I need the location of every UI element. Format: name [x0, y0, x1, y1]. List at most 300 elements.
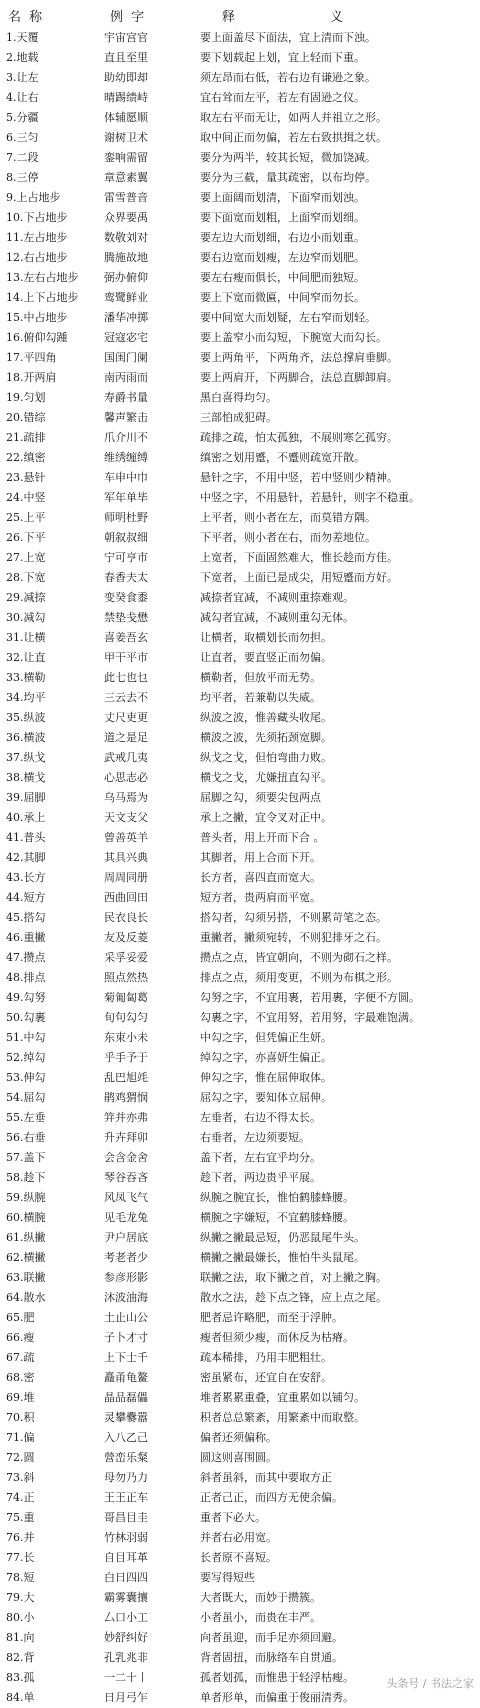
table-row [0, 1688, 480, 1708]
row-explanation: 横戈之戈，尤嫌扭直勾平。 [200, 771, 332, 784]
row-example: 谢树卫术 [104, 131, 148, 144]
row-explanation: 普头者，用上开而下合 。 [200, 831, 325, 844]
row-example: 三云去不 [104, 691, 148, 704]
table-row [0, 688, 480, 708]
table-row [0, 1248, 480, 1268]
row-example: 寿爵书量 [104, 391, 148, 404]
table-row [0, 408, 480, 428]
row-example: 晴踢绩峙 [104, 91, 148, 104]
row-example: 一二十丨 [104, 1671, 148, 1684]
row-example: 弼办俯仰 [104, 271, 148, 284]
row-name: 43.长方 [6, 871, 46, 884]
row-example: 此七也乜 [104, 671, 148, 684]
row-explanation: 短方者，贵两肩而平宽。 [200, 891, 321, 904]
row-name: 71.偏 [6, 1431, 35, 1444]
row-explanation: 长者原不喜短。 [200, 1551, 277, 1564]
row-example: 爪介川不 [104, 431, 148, 444]
row-explanation: 积者总总繁紊，用繁紊中而取整。 [200, 1411, 365, 1424]
row-example: 旬句勾匀 [104, 1011, 148, 1024]
row-explanation: 横波之波，先须拓颈宽脚。 [200, 731, 332, 744]
row-name: 47.攒点 [6, 951, 46, 964]
row-name: 79.大 [6, 1591, 35, 1604]
table-row [0, 1088, 480, 1108]
row-name: 34.均平 [6, 691, 46, 704]
row-example: 營峦乐粲 [104, 1451, 148, 1464]
row-example: 沐波油海 [104, 1291, 148, 1304]
table-row [0, 888, 480, 908]
row-example: 竹林羽弱 [104, 1531, 148, 1544]
table-row [0, 588, 480, 608]
row-name: 52.绰勾 [6, 1051, 46, 1064]
row-example: 民衣良长 [104, 911, 148, 924]
table-row [0, 1068, 480, 1088]
row-name: 40.承上 [6, 811, 46, 824]
table-row [0, 1008, 480, 1028]
row-name: 48.排点 [6, 971, 46, 984]
row-explanation: 减捺者宜减，不减则重捺难观。 [200, 591, 354, 604]
table-row [0, 268, 480, 288]
table-row [0, 1448, 480, 1468]
table-row [0, 388, 480, 408]
row-name: 78.短 [6, 1571, 35, 1584]
table-row [0, 948, 480, 968]
row-explanation: 孤者划孤，而惟患于轻浮枯瘦。 [200, 1671, 354, 1684]
table-row [0, 728, 480, 748]
row-explanation: 勾努之字，不宜用裹，若用裹，字便不方圆。 [200, 991, 420, 1004]
row-name: 46.重撇 [6, 931, 46, 944]
row-explanation: 要下划载起上划，宜上轻而下重。 [200, 51, 365, 64]
table-row [0, 1408, 480, 1428]
row-explanation: 其脚者，用上合而下开。 [200, 851, 321, 864]
row-name: 82.背 [6, 1651, 35, 1664]
watermark: 头条号 / 书法之家 [386, 1677, 474, 1690]
row-explanation: 要下面宽而划粗，上面窄而划细。 [200, 211, 365, 224]
row-name: 75.重 [6, 1511, 35, 1524]
row-example: 乱巴旭竓 [104, 1071, 148, 1084]
table-row [0, 448, 480, 468]
row-name: 20.错综 [6, 411, 46, 424]
table-header [0, 0, 480, 28]
table-row [0, 668, 480, 688]
table-row [0, 1468, 480, 1488]
table-row [0, 228, 480, 248]
row-example: 鸾鹭鲜业 [104, 291, 148, 304]
table-row [0, 628, 480, 648]
row-name: 56.右垂 [6, 1131, 46, 1144]
row-name: 81.向 [6, 1631, 35, 1644]
table-row [0, 308, 480, 328]
table-row [0, 608, 480, 628]
row-example: 西曲回田 [104, 891, 148, 904]
row-example: 妙舒纠好 [104, 1631, 148, 1644]
row-explanation: 正者己正，而四方无使余偏。 [200, 1491, 343, 1504]
row-example: 周周同册 [104, 871, 148, 884]
row-explanation: 要上面阔而划清，下面窄而划浊。 [200, 191, 365, 204]
row-name: 14.上下占地步 [6, 291, 79, 304]
row-name: 6.三匀 [6, 131, 39, 144]
row-explanation: 屈勾之字，要知体立屈伸。 [200, 1091, 332, 1104]
table-row [0, 488, 480, 508]
row-name: 8.三停 [6, 171, 39, 184]
row-name: 62.横撇 [6, 1251, 46, 1264]
row-name: 7.二段 [6, 151, 39, 164]
table-row [0, 1508, 480, 1528]
row-name: 58.趁下 [6, 1171, 46, 1184]
row-explanation: 重者下必大。 [200, 1511, 266, 1524]
table-row [0, 428, 480, 448]
row-example: 孔乳兆非 [104, 1651, 148, 1664]
row-name: 16.俯仰勾踵 [6, 331, 68, 344]
row-explanation: 趁下者，两边贵乎平展。 [200, 1171, 321, 1184]
table-row [0, 68, 480, 88]
row-name: 2.地载 [6, 51, 39, 64]
row-name: 13.左右占地步 [6, 271, 79, 284]
row-name: 3.让左 [6, 71, 39, 84]
row-name: 76.并 [6, 1531, 35, 1544]
table-row [0, 48, 480, 68]
row-example: 哥昌目圭 [104, 1511, 148, 1524]
table-row [0, 1328, 480, 1348]
row-name: 41.普头 [6, 831, 46, 844]
row-example: 銮响需留 [104, 151, 148, 164]
row-explanation: 让直者，要直竖正而勿偏。 [200, 651, 332, 664]
row-explanation: 排点之点，须用变更，不则为布棋之形。 [200, 971, 398, 984]
header-explain-2: 义 [330, 10, 346, 25]
row-name: 80.小 [6, 1611, 35, 1624]
row-name: 59.纵腕 [6, 1191, 46, 1204]
table-row [0, 1608, 480, 1628]
row-name: 19.匀划 [6, 391, 46, 404]
row-example: 朝叙叔细 [104, 531, 148, 544]
row-name: 83.孤 [6, 1671, 35, 1684]
row-explanation: 联撇之法，取下撇之首，对上撇之胸。 [200, 1271, 387, 1284]
row-name: 33.横勒 [6, 671, 46, 684]
row-name: 53.伸勾 [6, 1071, 46, 1084]
table-row [0, 1388, 480, 1408]
table-row [0, 148, 480, 168]
row-example: 心思志必 [104, 771, 148, 784]
row-name: 70.积 [6, 1411, 35, 1424]
row-explanation: 横勒者，但放平而无势。 [200, 671, 321, 684]
table-row [0, 128, 480, 148]
row-explanation: 缜密之划用蹙，不蹙则疏宽开散。 [200, 451, 365, 464]
row-example: 白日四四 [104, 1571, 148, 1584]
row-name: 32.让直 [6, 651, 46, 664]
table-row [0, 1148, 480, 1168]
row-name: 63.联撇 [6, 1271, 46, 1284]
row-example: 灵攀爨嚣 [104, 1411, 148, 1424]
row-explanation: 要上两肩开，下两脚合，法总直脚卸肩。 [200, 371, 398, 384]
row-name: 36.横波 [6, 731, 46, 744]
row-explanation: 散水之法，趁下点之锋，应上点之尾。 [200, 1291, 387, 1304]
table-row [0, 988, 480, 1008]
row-explanation: 上平者，则小者在左，而莫错方隅。 [200, 511, 376, 524]
row-explanation: 上宽者，下面固然难大，惟长趁而方佳。 [200, 551, 398, 564]
row-explanation: 小者虽小，而贵在丰严。 [200, 1611, 321, 1624]
row-example: 鹃鸡猬悯 [104, 1091, 148, 1104]
row-example: 丈尺吏更 [104, 711, 148, 724]
row-explanation: 左垂者，右边不得太长。 [200, 1111, 321, 1124]
table-row [0, 828, 480, 848]
row-name: 65.肥 [6, 1311, 35, 1324]
row-explanation: 单者形单，而偏重于俊丽清秀。 [200, 1691, 354, 1704]
row-name: 18.开两肩 [6, 371, 57, 384]
table-row [0, 1028, 480, 1048]
row-name: 27.上宽 [6, 551, 46, 564]
row-name: 67.疏 [6, 1351, 35, 1364]
row-explanation: 要中间宽大而划疑，左右窄而划轻。 [200, 311, 376, 324]
row-example: 母勿乃力 [104, 1471, 148, 1484]
row-explanation: 悬针之字，不用中竖，若中竖则少精神。 [200, 471, 398, 484]
table-row [0, 708, 480, 728]
table-row [0, 1548, 480, 1568]
table-row [0, 908, 480, 928]
row-example: 见毛龙兔 [104, 1211, 148, 1224]
row-example: 友及反菱 [104, 931, 148, 944]
row-name: 1.天覆 [6, 31, 39, 44]
row-name: 51.中勾 [6, 1031, 46, 1044]
row-explanation: 疏排之疏，怕太孤独，不展则寒乞孤穷。 [200, 431, 398, 444]
row-name: 35.纵波 [6, 711, 46, 724]
header-name: 名 称 [8, 10, 45, 25]
row-name: 54.屈勾 [6, 1091, 46, 1104]
row-example: 国闺门阑 [104, 351, 148, 364]
row-explanation: 屈脚之勾，须要尖包两点 [200, 791, 321, 804]
row-example: 日月弓乍 [104, 1691, 148, 1704]
row-name: 23.悬针 [6, 471, 46, 484]
row-example: 上下士千 [104, 1351, 148, 1364]
row-example: 土止山公 [104, 1311, 148, 1324]
table-row [0, 1628, 480, 1648]
table-row [0, 368, 480, 388]
row-explanation: 右垂者，左边须要短。 [200, 1131, 310, 1144]
table-row [0, 1588, 480, 1608]
row-example: 东束小未 [104, 1031, 148, 1044]
row-example: 自目耳革 [104, 1551, 148, 1564]
table-row [0, 1568, 480, 1588]
table-row [0, 1108, 480, 1128]
row-example: 军年单毕 [104, 491, 148, 504]
row-example: 南丙雨而 [104, 371, 148, 384]
table-body [0, 28, 480, 1708]
table-row [0, 848, 480, 868]
row-name: 25.上平 [6, 511, 46, 524]
row-explanation: 搭勾者，勾须另搭，不则累苛笔之态。 [200, 911, 387, 924]
row-name: 17.平四角 [6, 351, 57, 364]
table-row [0, 1128, 480, 1148]
row-name: 22.缜密 [6, 451, 46, 464]
row-example: 乎手予于 [104, 1051, 148, 1064]
table-row [0, 468, 480, 488]
row-example: 车申中巾 [104, 471, 148, 484]
table-row [0, 868, 480, 888]
row-example: 霸雾囊攘 [104, 1591, 148, 1604]
table-row [0, 1188, 480, 1208]
row-name: 39.屈脚 [6, 791, 46, 804]
row-explanation: 肥者忌许略肥，而至于浮肿。 [200, 1311, 343, 1324]
header-explain-1: 释 [222, 10, 238, 25]
row-example: 直且至里 [104, 51, 148, 64]
row-explanation: 要上下宽而微匾，中间窄而勿长。 [200, 291, 365, 304]
row-explanation: 纵腕之腕宜长，惟怕鹤膝蜂腰。 [200, 1191, 354, 1204]
row-name: 15.中占地步 [6, 311, 68, 324]
row-example: 众界要禹 [104, 211, 148, 224]
row-name: 69.堆 [6, 1391, 35, 1404]
row-explanation: 密虽紧布，还宜自在安舒。 [200, 1371, 332, 1384]
row-explanation: 背者固扭，而脉络车自贯通。 [200, 1651, 343, 1664]
table-row [0, 348, 480, 368]
table-row [0, 1528, 480, 1548]
row-name: 24.中竖 [6, 491, 46, 504]
row-example: 琴谷吞吝 [104, 1171, 148, 1184]
table-row [0, 748, 480, 768]
table-row [0, 508, 480, 528]
row-name: 38.横戈 [6, 771, 46, 784]
row-example: 腾施故地 [104, 251, 148, 264]
table-row [0, 1048, 480, 1068]
row-example: 参彦形影 [104, 1271, 148, 1284]
row-name: 55.左垂 [6, 1111, 46, 1124]
row-explanation: 绰勾之字，亦喜妍生偏正。 [200, 1051, 332, 1064]
row-example: 笄并亦弗 [104, 1111, 148, 1124]
row-explanation: 要上两角平，下两角齐，法总撑肩垂脚。 [200, 351, 398, 364]
row-example: 会含金舍 [104, 1151, 148, 1164]
row-explanation: 要左边大而划细，右边小而划重。 [200, 231, 365, 244]
row-example: 风凤飞气 [104, 1191, 148, 1204]
table-row [0, 788, 480, 808]
row-explanation: 横撇之撇最嫌长，惟怕牛头鼠尾。 [200, 1251, 365, 1264]
row-name: 10.下占地步 [6, 211, 68, 224]
row-example: 入八乙己 [104, 1431, 148, 1444]
row-example: 升卉拜卯 [104, 1131, 148, 1144]
row-example: 尹户居底 [104, 1231, 148, 1244]
row-explanation: 取中间正而勿偏，若左右致拱揖之状。 [200, 131, 387, 144]
row-example: 子卜才寸 [104, 1331, 148, 1344]
row-explanation: 中竖之字，不用悬针，若悬针，则字不稳重。 [200, 491, 420, 504]
row-name: 64.散水 [6, 1291, 46, 1304]
row-example: 禁垫戋懋 [104, 611, 148, 624]
table-row [0, 808, 480, 828]
row-example: 潘华冲掷 [104, 311, 148, 324]
row-name: 57.盖下 [6, 1151, 46, 1164]
table-row [0, 1228, 480, 1248]
table-row [0, 1308, 480, 1328]
row-example: 维绣缠缚 [104, 451, 148, 464]
row-name: 9.上占地步 [6, 191, 61, 204]
row-example: 冠寇宓宅 [104, 331, 148, 344]
row-name: 84.单 [6, 1691, 35, 1704]
row-example: 宁可亨市 [104, 551, 148, 564]
table-row [0, 1208, 480, 1228]
table-row [0, 1268, 480, 1288]
row-example: 乌马焉为 [104, 791, 148, 804]
row-explanation: 须左昂而右低，若右边有谦逊之象。 [200, 71, 376, 84]
row-explanation: 要右边宽而划瘦，左边窄而划肥。 [200, 251, 365, 264]
row-explanation: 要上盖窄小而勾短，下腕宽大而勾长。 [200, 331, 387, 344]
row-explanation: 下宽者，上面已是成尖，用短蹙而方好。 [200, 571, 398, 584]
row-explanation: 要写得短些 [200, 1571, 255, 1584]
row-example: 宇宙宫官 [104, 31, 148, 44]
row-example: 道之是足 [104, 731, 148, 744]
row-explanation: 重撇者，撇须宛转，不则犯排牙之石。 [200, 931, 387, 944]
row-name: 4.让右 [6, 91, 39, 104]
row-explanation: 疏本稀排，乃用丰肥粗壮。 [200, 1351, 332, 1364]
table-row [0, 768, 480, 788]
table-row [0, 1288, 480, 1308]
row-name: 42.其脚 [6, 851, 46, 864]
table-row [0, 568, 480, 588]
row-explanation: 攒点之点，皆宜朝向，不则为砌石之样。 [200, 951, 398, 964]
row-explanation: 长方者，喜四直而宽大。 [200, 871, 321, 884]
row-explanation: 圆这则喜围圆。 [200, 1451, 277, 1464]
table-row [0, 1648, 480, 1668]
row-explanation: 让横者，取横划长而勿担。 [200, 631, 332, 644]
row-explanation: 大者既大，而妙于攒簇。 [200, 1591, 321, 1604]
row-explanation: 减勾者宜减，不减则重勾无体。 [200, 611, 354, 624]
table-row [0, 248, 480, 268]
row-name: 5.分疆 [6, 111, 39, 124]
table-row [0, 328, 480, 348]
row-example: 馨声繁击 [104, 411, 148, 424]
row-explanation: 承上之撇，宜令叉对正中。 [200, 811, 332, 824]
table-row [0, 28, 480, 48]
row-name: 61.纵撇 [6, 1231, 46, 1244]
row-explanation: 向者虽迎，而手足亦须回避。 [200, 1631, 343, 1644]
table-row [0, 1168, 480, 1188]
row-explanation: 勾裹之字，不宜用努，若用努，字最难饱满。 [200, 1011, 420, 1024]
row-name: 11.左占地步 [6, 231, 68, 244]
row-name: 30.减勾 [6, 611, 46, 624]
row-example: 菊匍匐葛 [104, 991, 148, 1004]
table-row [0, 88, 480, 108]
row-name: 49.勾努 [6, 991, 46, 1004]
row-example: 春香夫太 [104, 571, 148, 584]
row-name: 73.斜 [6, 1471, 35, 1484]
row-example: 考老者少 [104, 1251, 148, 1264]
table-row [0, 1488, 480, 1508]
row-example: 天文支父 [104, 811, 148, 824]
row-name: 29.减捺 [6, 591, 46, 604]
row-explanation: 盖下者，左右宜乎均分。 [200, 1151, 321, 1164]
row-example: 体辅愿顺 [104, 111, 148, 124]
row-explanation: 堆者累累重叠，宜重累如以铺匀。 [200, 1391, 365, 1404]
row-explanation: 纵撇之撇最忌短，仍恶鼠尾牛头。 [200, 1231, 365, 1244]
table-row [0, 648, 480, 668]
row-explanation: 伸勾之字，惟在屈伸取体。 [200, 1071, 332, 1084]
table-row [0, 208, 480, 228]
row-example: 章意素翼 [104, 171, 148, 184]
row-explanation: 均平者，若兼勒以失威。 [200, 691, 321, 704]
row-name: 72.圆 [6, 1451, 35, 1464]
row-explanation: 中勾之字，但凭偏正生妍。 [200, 1031, 332, 1044]
row-name: 26.下平 [6, 531, 46, 544]
row-name: 31.让横 [6, 631, 46, 644]
row-explanation: 纵波之波，惟善藏头收尾。 [200, 711, 332, 724]
row-example: 雷雪普音 [104, 191, 148, 204]
table-row [0, 928, 480, 948]
row-explanation: 要分为三截，量其疏密，以布均停。 [200, 171, 376, 184]
row-example: 矗甬龟鳌 [104, 1371, 148, 1384]
row-name: 37.纵戈 [6, 751, 46, 764]
row-explanation: 下平者，则小者在右，而勿差地位。 [200, 531, 376, 544]
row-name: 77.长 [6, 1551, 35, 1564]
row-explanation: 并者右必用宽。 [200, 1531, 277, 1544]
row-explanation: 取左右平而无让，如两人并祖立之形。 [200, 111, 387, 124]
row-example: 变癸食黍 [104, 591, 148, 604]
table-row [0, 168, 480, 188]
row-explanation: 斜者虽斜，而其中要取方正 [200, 1471, 332, 1484]
table-row [0, 288, 480, 308]
